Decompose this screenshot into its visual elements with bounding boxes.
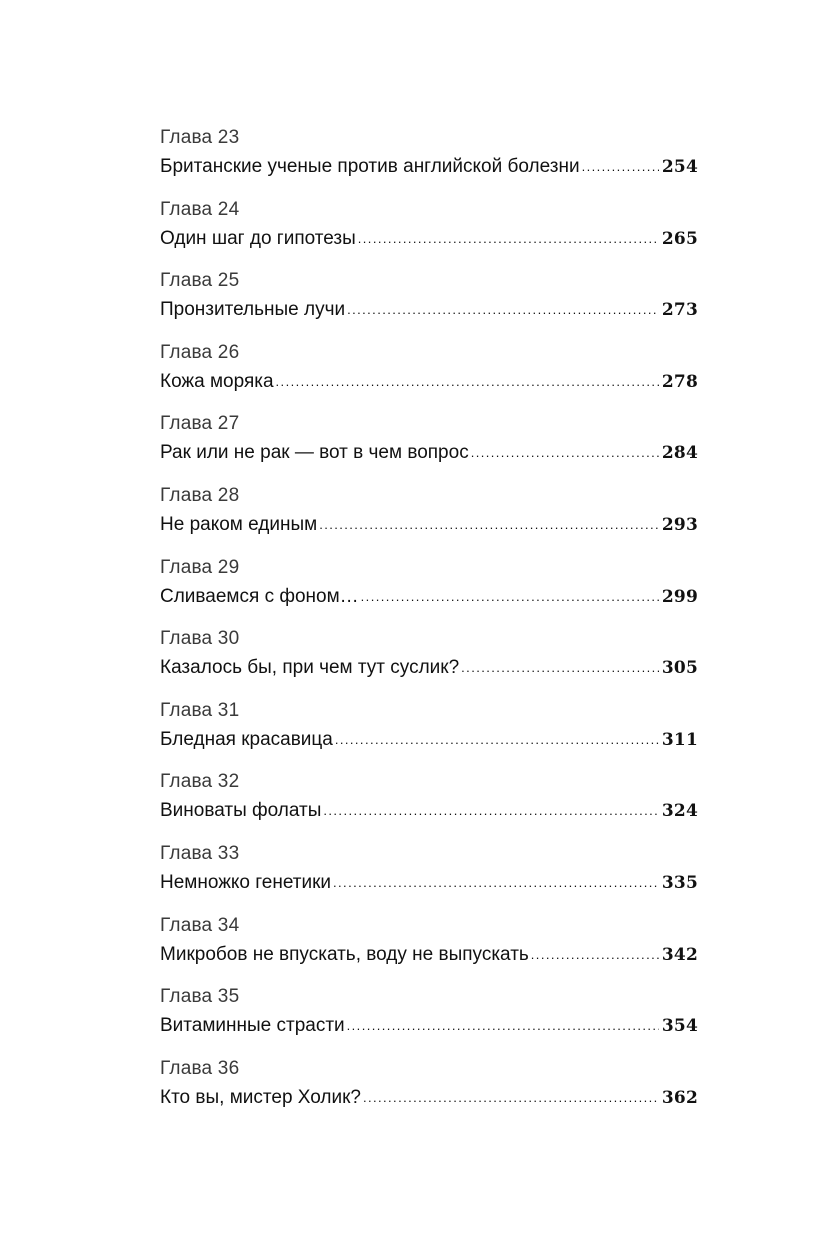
chapter-title: Витаминные страсти — [160, 1015, 345, 1037]
toc-entry — [160, 842, 698, 914]
page-number: 354 — [661, 1016, 698, 1037]
toc-title-row — [160, 440, 698, 467]
dot-leader — [335, 727, 659, 753]
chapter-label: Глава 32 — [160, 771, 240, 793]
toc-title-row — [160, 727, 698, 754]
chapter-title: Бледная красавица — [160, 728, 333, 750]
toc-title-row — [160, 655, 698, 682]
dot-leader — [276, 369, 659, 395]
dot-leader — [319, 512, 659, 538]
chapter-title: Рак или не рак — вот в чем вопрос — [160, 442, 469, 464]
page-number: 299 — [661, 586, 698, 607]
page-number: 254 — [661, 157, 698, 177]
toc-entry — [160, 126, 698, 198]
chapter-label: Глава 27 — [160, 413, 240, 435]
chapter-label: Глава 30 — [160, 628, 240, 650]
toc-title-row — [160, 584, 698, 611]
chapter-title: Сливаемся с фоном… — [160, 585, 359, 607]
toc-title-row — [160, 942, 698, 969]
dot-leader — [471, 440, 659, 466]
page-number: 293 — [661, 514, 698, 535]
toc-title-row — [160, 154, 698, 181]
chapter-label: Глава 28 — [160, 484, 240, 506]
toc-entry — [160, 1057, 698, 1129]
dot-leader — [323, 798, 659, 824]
dot-leader — [361, 584, 659, 610]
dot-leader — [363, 1085, 659, 1111]
dot-leader — [582, 154, 659, 180]
toc-title-row — [160, 369, 698, 396]
chapter-title: Британские ученые против английской болезни — [160, 156, 580, 177]
chapter-title: Один шаг до гипотезы — [160, 227, 356, 249]
dot-leader — [461, 655, 659, 681]
chapter-label: Глава 26 — [160, 341, 240, 363]
chapter-title: Казалось бы, при чем тут суслик? — [160, 657, 460, 679]
toc-entry — [160, 556, 698, 628]
chapter-label: Глава 34 — [160, 914, 240, 936]
page-number: 273 — [661, 300, 698, 321]
chapter-title: Немножко генетики — [160, 871, 332, 893]
toc-title-row — [160, 226, 698, 253]
toc-entry — [160, 341, 698, 413]
table-of-contents — [160, 126, 698, 1128]
chapter-title: Не раком единым — [160, 513, 318, 535]
toc-entry — [160, 627, 698, 699]
chapter-title: Кто вы, мистер Холик? — [160, 1086, 361, 1108]
dot-leader — [347, 1013, 659, 1039]
page-number: 305 — [661, 658, 698, 679]
toc-entry — [160, 484, 698, 556]
page-number: 362 — [661, 1087, 698, 1108]
dot-leader — [531, 942, 659, 968]
chapter-title: Кожа моряка — [160, 370, 274, 392]
dot-leader — [333, 870, 659, 896]
chapter-label: Глава 25 — [160, 270, 240, 292]
chapter-title: Виноваты фолаты — [160, 800, 322, 822]
page-number: 311 — [661, 729, 698, 750]
toc-entry — [160, 985, 698, 1057]
toc-entry — [160, 269, 698, 341]
page-number: 324 — [661, 801, 698, 822]
toc-title-row — [160, 870, 698, 897]
page-number: 342 — [661, 944, 698, 965]
toc-entry — [160, 412, 698, 484]
toc-title-row — [160, 297, 698, 324]
dot-leader — [347, 297, 659, 323]
chapter-label: Глава 31 — [160, 699, 240, 721]
chapter-label: Глава 35 — [160, 986, 240, 1008]
chapter-label: Глава 33 — [160, 842, 240, 864]
toc-title-row — [160, 1085, 698, 1112]
page-number: 265 — [661, 228, 698, 249]
toc-entry — [160, 914, 698, 986]
page-number: 335 — [661, 872, 698, 893]
chapter-label: Глава 23 — [160, 127, 240, 148]
toc-entry — [160, 699, 698, 771]
chapter-label: Глава 24 — [160, 198, 240, 220]
toc-title-row — [160, 1013, 698, 1040]
toc-entry — [160, 198, 698, 270]
page-number: 278 — [661, 371, 698, 392]
dot-leader — [358, 226, 659, 252]
chapter-title: Пронзительные лучи — [160, 299, 346, 321]
toc-title-row — [160, 798, 698, 825]
toc-title-row — [160, 512, 698, 539]
page-number: 284 — [661, 443, 698, 464]
toc-entry — [160, 770, 698, 842]
chapter-label: Глава 36 — [160, 1057, 240, 1079]
chapter-title: Микробов не впускать, воду не выпускать — [160, 943, 529, 965]
chapter-label: Глава 29 — [160, 556, 240, 578]
